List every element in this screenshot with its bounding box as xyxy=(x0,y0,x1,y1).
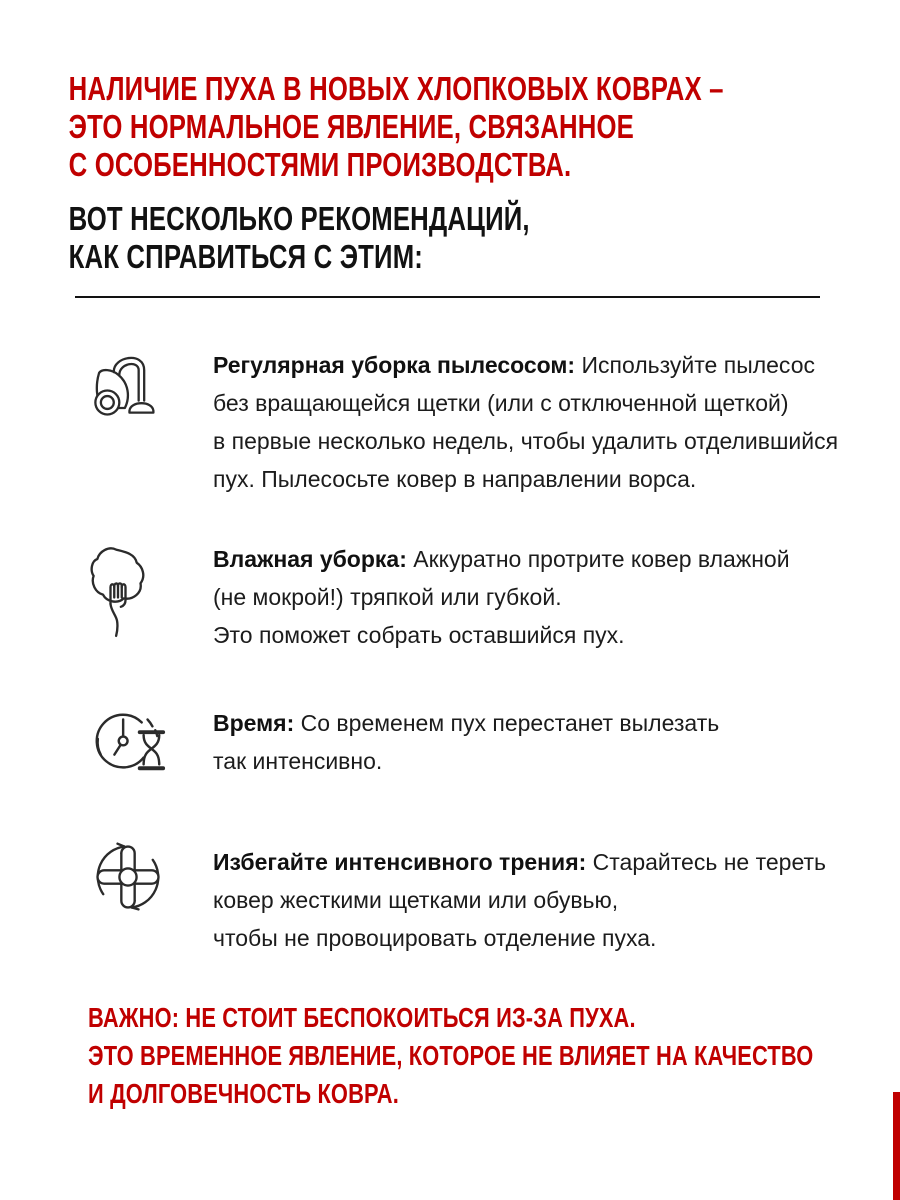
recommendation-text: Аккуратно протрите ковер влажной xyxy=(413,546,790,572)
recommendations-list xyxy=(0,346,900,957)
rotating-fan-icon xyxy=(88,835,168,919)
recommendation-item-vacuum xyxy=(0,346,900,498)
vacuum-cleaner-icon xyxy=(88,348,158,422)
important-note-section xyxy=(0,999,900,1113)
headline-line: С ОСОБЕННОСТЯМИ ПРОИЗВОДСТВА. xyxy=(68,146,572,183)
recommendation-title: Регулярная уборка пылесосом: xyxy=(213,352,576,378)
recommendation-text: Это поможет собрать оставшийся пух. xyxy=(213,622,625,648)
recommendation-item-no-friction xyxy=(0,843,900,957)
clock-hourglass-icon xyxy=(88,700,170,778)
recommendation-text: в первые несколько недель, чтобы удалить отделившийся xyxy=(213,428,839,454)
intro-section xyxy=(0,0,900,298)
recommendation-title: Влажная уборка: xyxy=(213,546,407,572)
recommendation-text: без вращающейся щетки (или с отключенной щеткой) xyxy=(213,390,789,416)
recommendation-text: ковер жесткими щетками или обувью, xyxy=(213,887,619,913)
recommendation-text: Используйте пылесос xyxy=(581,352,815,378)
recommendation-item-wet-cleaning xyxy=(0,540,900,654)
recommendation-text: Со временем пух перестанет вылезать xyxy=(300,710,720,736)
recommendation-text: Старайтесь не тереть xyxy=(592,849,827,875)
recommendation-title: Избегайте интенсивного трения: xyxy=(213,849,587,875)
page-subtitle xyxy=(0,200,702,276)
recommendation-title: Время: xyxy=(213,710,295,736)
recommendation-item-time xyxy=(0,704,900,783)
important-note-line: ЭТО ВРЕМЕННОЕ ЯВЛЕНИЕ, КОТОРОЕ НЕ ВЛИЯЕТ НА КАЧЕСТВО xyxy=(88,1040,814,1071)
subheadline-line: КАК СПРАВИТЬСЯ С ЭТИМ: xyxy=(68,238,424,275)
wiping-hand-icon xyxy=(88,544,148,649)
headline-line: ЭТО НОРМАЛЬНОЕ ЯВЛЕНИЕ, СВЯЗАННОЕ xyxy=(68,108,634,145)
page-edge-accent-bar xyxy=(893,1092,900,1200)
important-note xyxy=(88,999,814,1113)
recommendation-text: так интенсивно. xyxy=(213,748,383,774)
important-note-line: И ДОЛГОВЕЧНОСТЬ КОВРА. xyxy=(88,1078,399,1109)
page-title xyxy=(0,70,724,184)
recommendation-text: (не мокрой!) тряпкой или губкой. xyxy=(213,584,562,610)
subheadline-line: ВОТ НЕСКОЛЬКО РЕКОМЕНДАЦИЙ, xyxy=(68,200,530,237)
recommendation-text: чтобы не провоцировать отделение пуха. xyxy=(213,925,657,951)
divider xyxy=(75,296,820,298)
headline-line: НАЛИЧИЕ ПУХА В НОВЫХ ХЛОПКОВЫХ КОВРАХ – xyxy=(68,70,724,107)
important-note-line: ВАЖНО: НЕ СТОИТ БЕСПОКОИТЬСЯ ИЗ-ЗА ПУХА. xyxy=(88,1002,636,1033)
recommendation-text: пух. Пылесосьте ковер в направлении ворса. xyxy=(213,466,697,492)
